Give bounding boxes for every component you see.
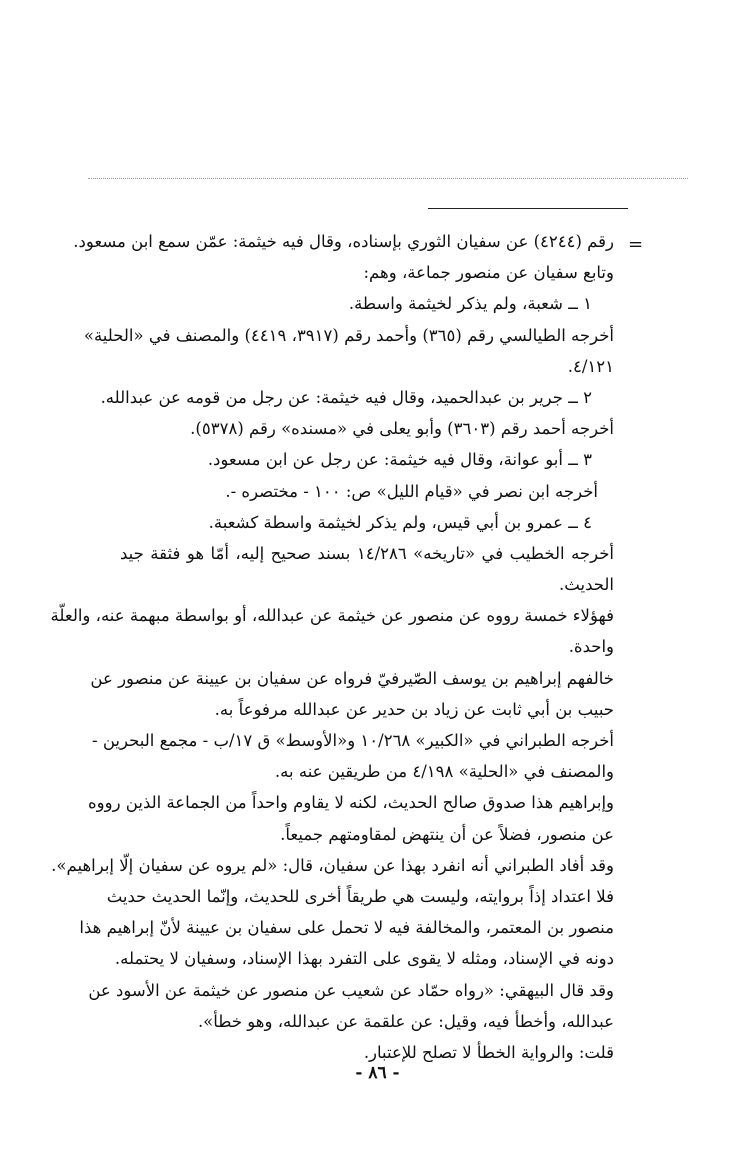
text-line: أخرجه أحمد رقم (٣٦٠٣) وأبو يعلى في «مسنده» رقم (٥٣٧٨). <box>190 419 614 439</box>
text-line: ٢ ــ جرير بن عبدالحميد، وقال فيه خيثمة: عن رجل من قومه عن عبدالله. <box>100 387 592 407</box>
text-line: خالفهم إبراهيم بن يوسف الصّيرفيّ فرواه عن سفيان بن عيينة عن منصور عن <box>90 668 614 688</box>
text-line: أخرجه الطبراني في «الكبير» ١٠/٢٦٨ و«الأوسط» ق ١٧/ب - مجمع البحرين - <box>92 731 614 750</box>
text-line: وتابع سفيان عن منصور جماعة، وهم: <box>363 263 614 283</box>
text-line: عبدالله، وأخطأ فيه، وقيل: عن علقمة عن عبدالله، وهو خطأ». <box>197 1011 614 1031</box>
text-line: عن منصور، فضلاً عن أن ينتهض لمقاومتهم جميعاً. <box>280 824 614 844</box>
footnote-text-block <box>50 226 614 1068</box>
text-line: أخرجه الطيالسي رقم (٣٦٥) وأحمد رقم (٣٩١٧، ٤٤١٩) والمصنف في «الحلية» <box>83 325 614 345</box>
text-line: واحدة. <box>568 637 614 657</box>
continuation-mark: = <box>628 234 644 255</box>
footnote-separator-rule <box>428 208 628 209</box>
text-line: منصور بن المعتمر، والمخالفة فيه لا تحمل على سفيان بن عيينة لأنّ إبراهيم هذا <box>79 918 614 938</box>
text-line: وقد قال البيهقي: «رواه حمّاد عن شعيب عن منصور عن خيثمة عن الأسود عن <box>88 980 614 1000</box>
text-line: أخرجه الخطيب في «تاريخه» ١٤/٢٨٦ بسند صحيح إليه، أمّا هو فثقة جيد <box>120 543 614 563</box>
top-dotted-rule <box>88 178 688 179</box>
text-line: الحديث. <box>559 575 614 595</box>
text-line: ١ ــ شعبة، ولم يذكر لخيثمة واسطة. <box>348 294 592 314</box>
text-line: أخرجه ابن نصر في «قيام الليل» ص: ١٠٠ - مختصره -. <box>225 481 598 501</box>
text-line: وإبراهيم هذا صدوق صالح الحديث، لكنه لا يقاوم واحداً من الجماعة الذين رووه <box>88 793 614 813</box>
text-line: فهؤلاء خمسة رووه عن منصور عن خيثمة عن عبدالله، أو بواسطة مبهمة عنه، والعلّة <box>50 606 614 626</box>
text-line: ٤/١٢١. <box>567 356 614 376</box>
page-number: - ٨٦ - <box>355 1063 400 1083</box>
text-line: ٣ ــ أبو عوانة، وقال فيه خيثمة: عن رجل عن ابن مسعود. <box>207 450 592 470</box>
text-line: والمصنف في «الحلية» ٤/١٩٨ من طريقين عنه به. <box>274 762 614 782</box>
text-line: رقم (٤٢٤٤) عن سفيان الثوري بإسناده، وقال فيه خيثمة: عمّن سمع ابن مسعود. <box>73 232 614 251</box>
text-line: وقد أفاد الطبراني أنه انفرد بهذا عن سفيان، قال: «لم يروه عن سفيان إلّا إبراهيم». <box>51 855 614 875</box>
text-line: دونه في الإسناد، ومثله لا يقوى على التفرد بهذا الإسناد، وسفيان لا يحتمله. <box>114 949 614 969</box>
text-line: فلا اعتداد إذاً بروايته، وليست هي طريقاً أخرى للحديث، وإنّما الحديث حديث <box>106 886 614 906</box>
text-line: ٤ ــ عمرو بن أبي قيس، ولم يذكر لخيثمة واسطة كشعبة. <box>208 512 592 532</box>
text-line: قلت: والرواية الخطأ لا تصلح للإعتبار. <box>363 1042 614 1062</box>
text-line: حبيب بن أبي ثابت عن زياد بن حدير عن عبدالله مرفوعاً به. <box>214 699 614 719</box>
